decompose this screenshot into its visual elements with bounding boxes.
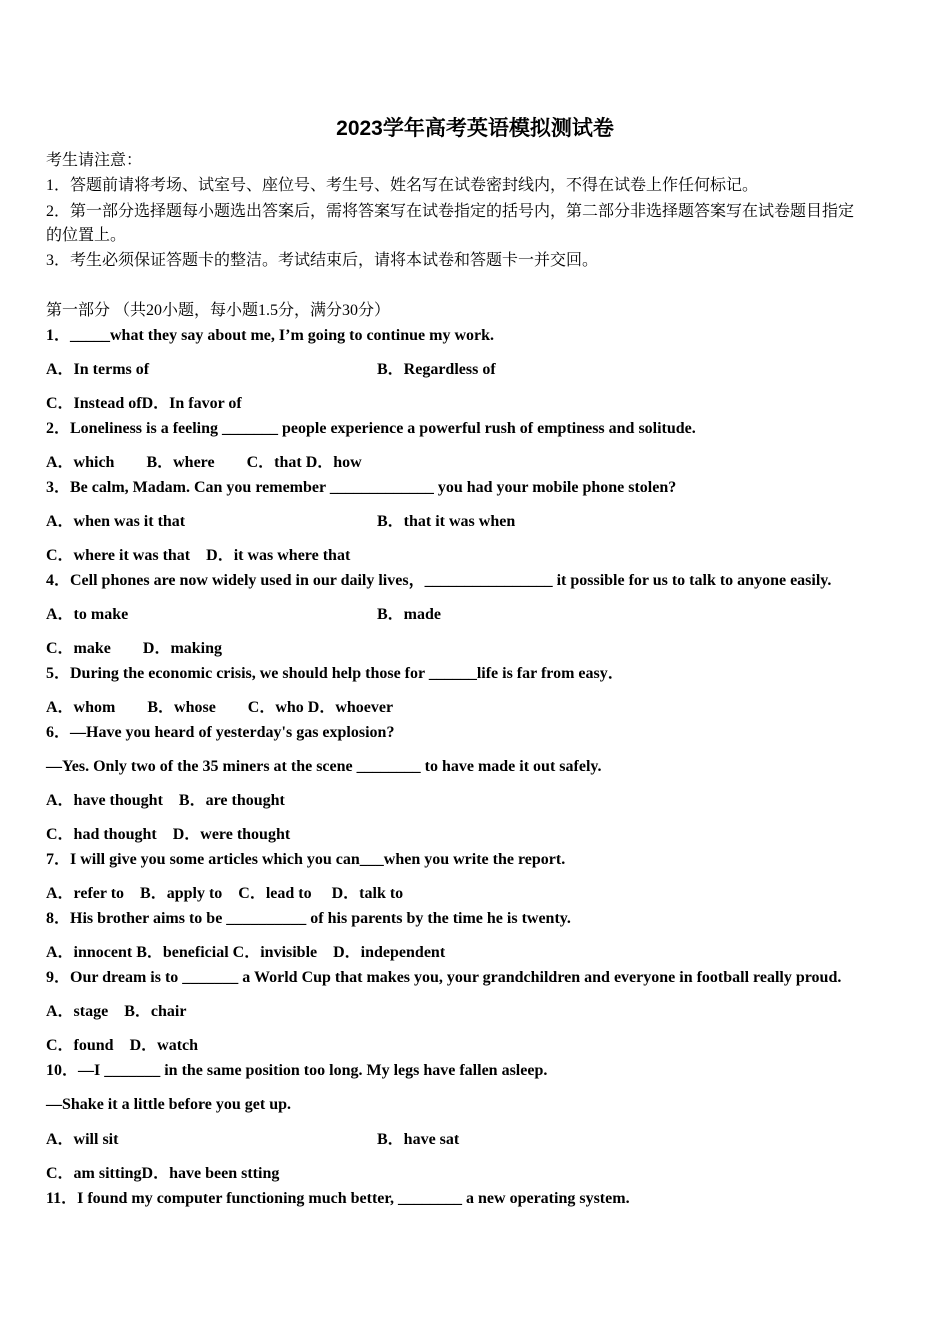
- question-10-option-b: B．have sat: [377, 1131, 460, 1148]
- question-5-options: A．whom B．whose C．who D．whoever: [46, 699, 394, 716]
- question-6-reply: —Yes. Only two of the 35 miners at the scene ________ to have made it out safely.: [46, 758, 602, 775]
- question-4-option-a: A．to make: [46, 606, 129, 623]
- question-3-stem: 3．Be calm, Madam. Can you remember _____________ you had your mobile phone stolen?: [46, 479, 677, 496]
- question-2-options: A．which B．where C．that D．how: [46, 454, 362, 471]
- section-heading: 第一部分 （共20小题，每小题1.5分，满分30分）: [46, 302, 391, 319]
- notice-item-2: 2．第一部分选择题每小题选出答案后，需将答案写在试卷指定的括号内，第二部分非选择题答案写在试卷题目指定: [46, 203, 855, 220]
- question-6-options-cd: C．had thought D．were thought: [46, 826, 291, 843]
- question-3-options-cd: C．where it was that D．it was where that: [46, 547, 351, 564]
- question-9-options-cd: C．found D．watch: [46, 1037, 199, 1054]
- notice-item-2-cont: 的位置上。: [46, 227, 127, 244]
- question-2-stem: 2．Loneliness is a feeling _______ people experience a powerful rush of emptiness and solitude.: [46, 420, 696, 437]
- question-3-option-b: B．that it was when: [377, 513, 516, 530]
- notice-item-3: 3．考生必须保证答题卡的整洁。考试结束后，请将本试卷和答题卡一并交回。: [46, 252, 599, 269]
- question-6-stem: 6．—Have you heard of yesterday's gas explosion?: [46, 724, 395, 741]
- question-3-option-a: A．when was it that: [46, 513, 186, 530]
- question-7-stem: 7．I will give you some articles which you can___when you write the report.: [46, 851, 566, 868]
- question-10-reply: —Shake it a little before you get up.: [46, 1096, 292, 1113]
- question-1-option-a: A．In terms of: [46, 361, 150, 378]
- question-7-options: A．refer to B．apply to C．lead to D．talk to: [46, 885, 404, 902]
- notice-heading: 考生请注意：: [46, 152, 143, 169]
- question-6-options-ab: A．have thought B．are thought: [46, 792, 285, 809]
- page-title: 2023学年高考英语模拟测试卷: [336, 117, 614, 140]
- question-4-stem: 4．Cell phones are now widely used in our daily lives，________________ it possible for us to talk to anyone easily.: [46, 572, 832, 589]
- question-10-option-a: A．will sit: [46, 1131, 119, 1148]
- question-4-option-b: B．made: [377, 606, 442, 623]
- notice-item-1: 1．答题前请将考场、试室号、座位号、考生号、姓名写在试卷密封线内，不得在试卷上作任何标记。: [46, 177, 759, 194]
- question-1-options-cd: C．Instead ofD．In favor of: [46, 395, 242, 412]
- question-9-options-ab: A．stage B．chair: [46, 1003, 187, 1020]
- question-9-stem: 9．Our dream is to _______ a World Cup that makes you, your grandchildren and everyone in football really proud.: [46, 969, 842, 986]
- question-10-stem: 10．—I _______ in the same position too long. My legs have fallen asleep.: [46, 1062, 548, 1079]
- question-1-stem: 1．_____what they say about me, I’m going to continue my work.: [46, 327, 495, 344]
- question-11-stem: 11．I found my computer functioning much better, ________ a new operating system.: [46, 1190, 630, 1207]
- question-4-options-cd: C．make D．making: [46, 640, 223, 657]
- question-8-options: A．innocent B．beneficial C．invisible D．independent: [46, 944, 446, 961]
- question-8-stem: 8．His brother aims to be __________ of his parents by the time he is twenty.: [46, 910, 571, 927]
- question-10-options-cd: C．am sittingD．have been stting: [46, 1165, 280, 1182]
- question-1-option-b: B．Regardless of: [377, 361, 496, 378]
- question-5-stem: 5．During the economic crisis, we should help those for ______life is far from easy．: [46, 665, 624, 682]
